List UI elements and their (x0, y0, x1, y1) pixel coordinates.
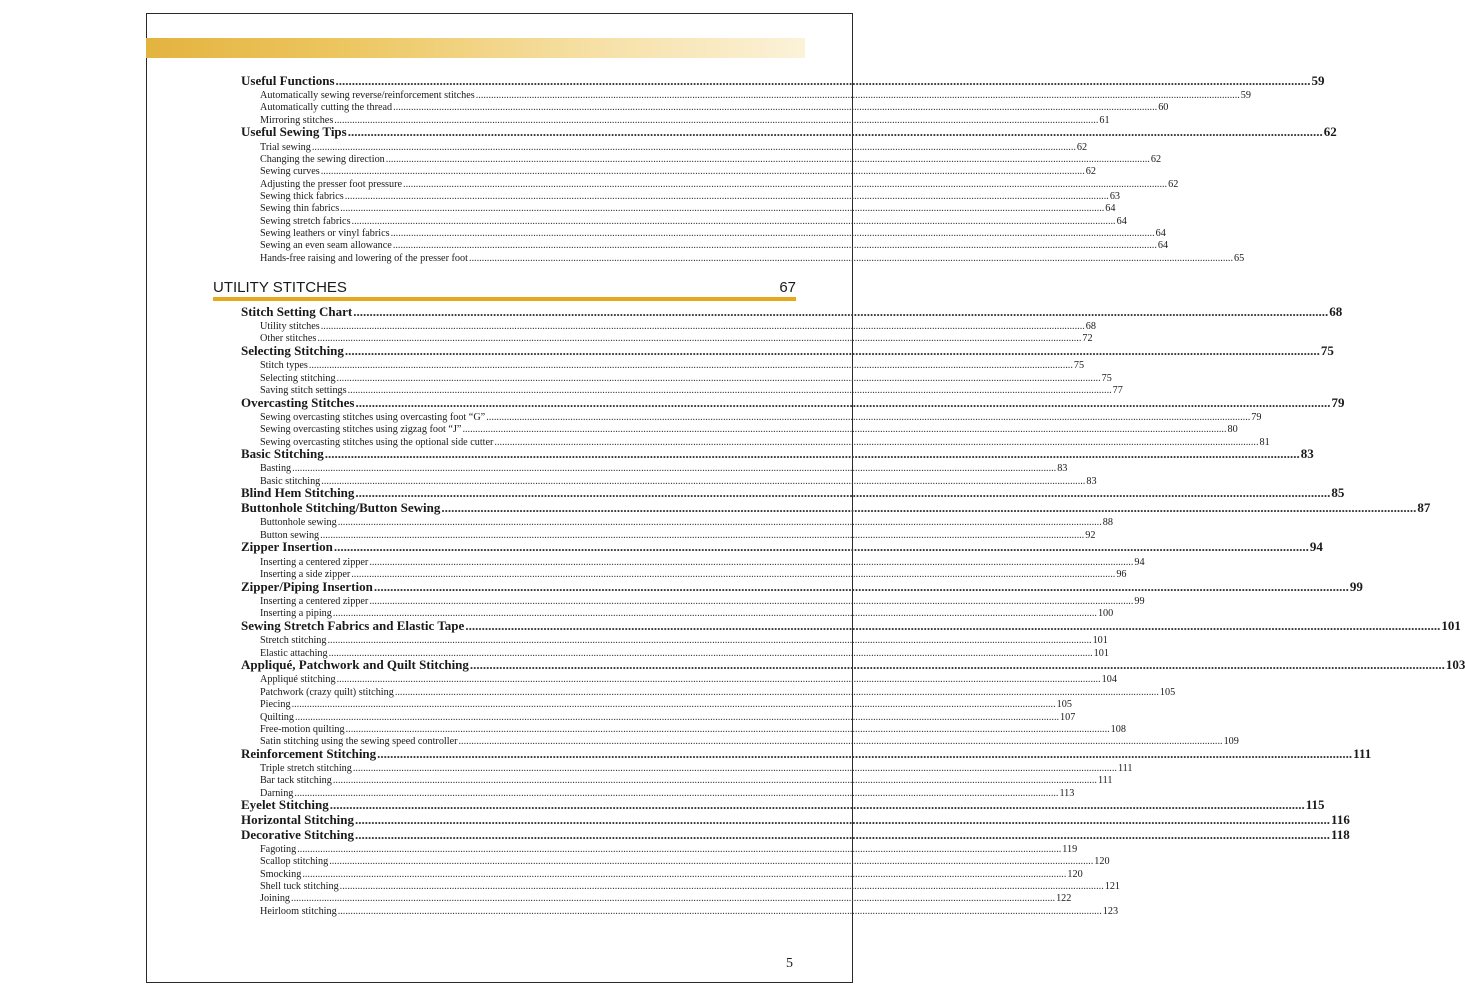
dot-leader: ............................................................................................................................................................................................................................................................................................................ (324, 446, 1300, 462)
entry-title: Sewing leathers or vinyl fabrics (260, 227, 390, 239)
toc-entry[interactable] (241, 892, 1072, 905)
toc-entry[interactable] (241, 251, 1245, 264)
section-title: Selecting Stitching (241, 342, 344, 358)
section-page: 87 (1417, 500, 1431, 515)
section-page: 118 (1331, 826, 1350, 842)
entry-title: Piecing (260, 699, 291, 711)
toc-entry[interactable] (241, 880, 1121, 892)
dot-leader: ............................................................................................................................................................................................................................................................................................................ (344, 190, 1109, 202)
entry-title: Inserting a side zipper (260, 568, 351, 580)
entry-title: Sewing an even seam allowance (260, 240, 392, 252)
entry-title: Inserting a centered zipper (260, 595, 369, 607)
entry-title: Scallop stitching (260, 856, 329, 868)
dot-leader: ............................................................................................................................................................................................................................................................................................................ (337, 905, 1102, 917)
dot-leader: ............................................................................................................................................................................................................................................................................................................ (291, 699, 1056, 711)
section-title: Reinforcement Stitching (241, 745, 377, 761)
toc-entry[interactable] (241, 710, 1076, 723)
dot-leader: ............................................................................................................................................................................................................................................................................................................ (345, 723, 1110, 735)
entry-page: 81 (1259, 436, 1270, 448)
entry-page: 64 (1116, 215, 1127, 227)
toc-section[interactable] (241, 72, 1325, 89)
toc-entry[interactable] (241, 774, 1113, 787)
toc-entry[interactable] (241, 359, 1085, 372)
dot-leader: ............................................................................................................................................................................................................................................................................................................ (351, 215, 1116, 227)
dot-leader: ............................................................................................................................................................................................................................................................................................................ (390, 227, 1155, 239)
header-band (146, 38, 805, 58)
toc-entry[interactable] (241, 843, 1078, 855)
entry-title: Heirloom stitching (260, 905, 337, 917)
entry-page: 94 (1134, 556, 1145, 568)
toc-entry[interactable] (241, 462, 1068, 475)
toc-section[interactable] (241, 539, 1323, 556)
entry-page: 120 (1067, 868, 1083, 880)
dot-leader: ............................................................................................................................................................................................................................................................................................................ (468, 252, 1233, 264)
page-number: 5 (786, 956, 793, 971)
dot-leader: ............................................................................................................................................................................................................................................................................................................ (329, 797, 1305, 813)
entry-title: Hands-free raising and lowering of the presser foot (260, 252, 468, 264)
toc-section[interactable] (241, 124, 1337, 141)
entry-title: Sewing overcasting stitches using overcasting foot “G” (260, 411, 486, 423)
dot-leader: ............................................................................................................................................................................................................................................................................................................ (327, 635, 1092, 647)
entry-page: 96 (1116, 568, 1127, 580)
dot-leader: ............................................................................................................................................................................................................................................................................................................ (385, 153, 1150, 165)
entry-page: 107 (1060, 711, 1076, 723)
dot-leader: ............................................................................................................................................................................................................................................................................................................ (377, 745, 1353, 761)
dot-leader: ............................................................................................................................................................................................................................................................................................................ (332, 775, 1097, 787)
entry-page: 68 (1085, 320, 1096, 332)
section-title: Blind Hem Stitching (241, 485, 355, 501)
chapter-rule (213, 297, 796, 301)
entry-page: 83 (1086, 475, 1097, 487)
dot-leader: ............................................................................................................................................................................................................................................................................................................ (334, 114, 1099, 126)
dot-leader: ............................................................................................................................................................................................................................................................................................................ (355, 485, 1331, 501)
section-title: Overcasting Stitches (241, 394, 355, 410)
entry-title: Bar tack stitching (260, 775, 332, 787)
section-title: Sewing Stretch Fabrics and Elastic Tape (241, 617, 465, 633)
entry-page: 75 (1101, 372, 1112, 384)
entry-title: Basting (260, 463, 292, 475)
toc-entry[interactable] (241, 140, 1088, 153)
entry-page: 88 (1102, 517, 1113, 529)
entry-title: Automatically cutting the thread (260, 102, 393, 114)
section-title: Appliqué, Patchwork and Quilt Stitching (241, 657, 469, 673)
entry-page: 62 (1168, 178, 1179, 190)
entry-title: Basic stitching (260, 475, 321, 487)
dot-leader: ............................................................................................................................................................................................................................................................................................................ (336, 372, 1101, 384)
toc-entry[interactable] (241, 762, 1133, 775)
entry-page: 62 (1076, 141, 1088, 153)
entry-page: 120 (1094, 856, 1110, 868)
entry-page: 63 (1109, 190, 1120, 202)
entry-title: Sewing overcasting stitches using zigzag foot “J” (260, 424, 462, 436)
toc-entry[interactable] (241, 101, 1169, 114)
dot-leader: ............................................................................................................................................................................................................................................................................................................ (328, 647, 1093, 659)
toc-entry[interactable] (241, 867, 1083, 880)
toc-entry[interactable] (241, 555, 1145, 568)
dot-leader: ............................................................................................................................................................................................................................................................................................................ (475, 89, 1240, 101)
section-page: 75 (1320, 342, 1334, 358)
entry-page: 108 (1110, 723, 1126, 735)
section-page: 62 (1323, 124, 1337, 140)
toc-entry[interactable] (241, 673, 1117, 686)
entry-title: Stretch stitching (260, 635, 327, 647)
dot-leader: ............................................................................................................................................................................................................................................................................................................ (373, 578, 1349, 594)
dot-leader: ............................................................................................................................................................................................................................................................................................................ (291, 893, 1056, 905)
entry-page: 65 (1234, 252, 1245, 264)
dot-leader: ............................................................................................................................................................................................................................................................................................................ (403, 178, 1168, 190)
entry-title: Triple stretch stitching (260, 763, 352, 775)
dot-leader: ............................................................................................................................................................................................................................................................................................................ (347, 384, 1112, 396)
section-title: Useful Sewing Tips (241, 124, 347, 140)
chapter-title: UTILITY STITCHES (213, 279, 347, 296)
dot-leader: ............................................................................................................................................................................................................................................................................................................ (340, 203, 1105, 215)
dot-leader: ............................................................................................................................................................................................................................................................................................................ (355, 812, 1331, 827)
toc-entry[interactable] (241, 698, 1072, 711)
dot-leader: ............................................................................................................................................................................................................................................................................................................ (355, 826, 1331, 842)
entry-page: 64 (1155, 227, 1166, 239)
entry-title: Adjusting the presser foot pressure (260, 178, 403, 190)
entry-title: Free-motion quilting (260, 723, 345, 735)
entry-page: 111 (1117, 763, 1133, 775)
entry-title: Appliqué stitching (260, 674, 336, 686)
toc-section[interactable] (241, 657, 1465, 674)
entry-page: 101 (1093, 647, 1109, 659)
dot-leader: ............................................................................................................................................................................................................................................................................................................ (292, 463, 1057, 475)
dot-leader: ............................................................................................................................................................................................................................................................................................................ (353, 303, 1329, 319)
dot-leader: ............................................................................................................................................................................................................................................................................................................ (441, 500, 1417, 515)
entry-title: Inserting a centered zipper (260, 556, 369, 568)
dot-leader: ............................................................................................................................................................................................................................................................................................................ (494, 436, 1259, 448)
section-title: Basic Stitching (241, 446, 324, 462)
toc-entry[interactable] (241, 904, 1119, 917)
entry-page: 113 (1059, 787, 1075, 799)
section-title: Zipper/Piping Insertion (241, 578, 373, 594)
entry-page: 64 (1105, 203, 1116, 215)
dot-leader: ............................................................................................................................................................................................................................................................................................................ (465, 617, 1441, 633)
dot-leader: ............................................................................................................................................................................................................................................................................................................ (308, 360, 1073, 372)
entry-page: 119 (1062, 843, 1078, 855)
dot-leader: ............................................................................................................................................................................................................................................................................................................ (369, 556, 1134, 568)
dot-leader: ............................................................................................................................................................................................................................................................................................................ (336, 674, 1101, 686)
entry-page: 59 (1240, 89, 1251, 101)
section-title: Decorative Stitching (241, 826, 355, 842)
entry-page: 75 (1073, 360, 1085, 372)
entry-page: 105 (1056, 699, 1072, 711)
dot-leader: ............................................................................................................................................................................................................................................................................................................ (458, 736, 1223, 748)
entry-title: Stitch types (260, 360, 308, 372)
dot-leader: ............................................................................................................................................................................................................................................................................................................ (469, 657, 1445, 673)
dot-leader: ............................................................................................................................................................................................................................................................................................................ (320, 320, 1085, 332)
entry-page: 121 (1104, 880, 1121, 892)
dot-leader: ............................................................................................................................................................................................................................................................................................................ (333, 539, 1309, 555)
section-title: Buttonhole Stitching/Button Sewing (241, 500, 441, 515)
entry-page: 104 (1101, 674, 1117, 686)
entry-title: Sewing overcasting stitches using the optional side cutter (260, 436, 494, 448)
dot-leader: ............................................................................................................................................................................................................................................................................................................ (320, 166, 1085, 178)
section-page: 111 (1353, 745, 1372, 761)
toc-entry[interactable] (241, 214, 1127, 227)
entry-page: 62 (1085, 166, 1096, 178)
dot-leader: ............................................................................................................................................................................................................................................................................................................ (294, 787, 1059, 799)
dot-leader: ............................................................................................................................................................................................................................................................................................................ (329, 856, 1094, 868)
entry-title: Shell tuck stitching (260, 880, 339, 892)
section-page: 115 (1305, 797, 1325, 813)
dot-leader: ............................................................................................................................................................................................................................................................................................................ (486, 411, 1251, 423)
entry-page: 109 (1223, 736, 1239, 748)
section-title: Stitch Setting Chart (241, 303, 353, 319)
section-page: 99 (1349, 578, 1363, 594)
entry-page: 72 (1082, 333, 1093, 345)
toc-entry[interactable] (241, 411, 1262, 423)
dot-leader: ............................................................................................................................................................................................................................................................................................................ (320, 529, 1085, 541)
section-page: 59 (1311, 72, 1325, 88)
section-page: 68 (1329, 303, 1343, 319)
dot-leader: ............................................................................................................................................................................................................................................................................................................ (311, 141, 1076, 153)
entry-title: Utility stitches (260, 320, 320, 332)
toc-entry[interactable] (241, 685, 1176, 698)
entry-page: 61 (1099, 114, 1110, 126)
toc-section[interactable] (241, 342, 1334, 359)
entry-title: Patchwork (crazy quilt) stitching (260, 686, 394, 698)
dot-leader: ............................................................................................................................................................................................................................................................................................................ (317, 333, 1082, 345)
toc-entry[interactable] (241, 227, 1166, 239)
dot-leader: ............................................................................................................................................................................................................................................................................................................ (294, 711, 1060, 723)
entry-title: Other stitches (260, 333, 317, 345)
entry-title: Mirroring stitches (260, 114, 334, 126)
chapter-page: 67 (779, 279, 796, 296)
toc-entry[interactable] (241, 89, 1251, 101)
entry-title: Selecting stitching (260, 372, 336, 384)
entry-page: 62 (1150, 153, 1162, 165)
entry-page: 64 (1157, 240, 1169, 252)
toc-entry[interactable] (241, 239, 1169, 252)
entry-title: Buttonhole sewing (260, 517, 337, 529)
entry-title: Sewing curves (260, 166, 320, 178)
section-page: 83 (1300, 446, 1314, 462)
entry-title: Changing the sewing direction (260, 153, 385, 165)
entry-title: Sewing thin fabrics (260, 203, 340, 215)
section-page: 101 (1441, 617, 1461, 633)
dot-leader: ............................................................................................................................................................................................................................................................................................................ (321, 475, 1086, 487)
entry-page: 83 (1057, 463, 1068, 475)
dot-leader: ............................................................................................................................................................................................................................................................................................................ (355, 394, 1331, 410)
entry-page: 60 (1158, 102, 1169, 114)
dot-leader: ............................................................................................................................................................................................................................................................................................................ (393, 102, 1158, 114)
entry-page: 111 (1097, 775, 1113, 787)
toc-entry[interactable] (241, 723, 1126, 735)
toc-entry[interactable] (241, 371, 1112, 384)
entry-page: 99 (1134, 595, 1145, 607)
toc-section[interactable] (241, 394, 1345, 411)
section-title: Eyelet Stitching (241, 797, 329, 813)
entry-title: Inserting a piping (260, 608, 332, 620)
entry-title: Sewing thick fabrics (260, 190, 344, 202)
entry-title: Joining (260, 893, 291, 905)
entry-page: 92 (1085, 529, 1096, 541)
toc-section[interactable] (241, 446, 1314, 463)
section-title: Horizontal Stitching (241, 812, 355, 827)
dot-leader: ............................................................................................................................................................................................................................................................................................................ (302, 868, 1067, 880)
toc-entry[interactable] (241, 202, 1116, 215)
entry-page: 123 (1102, 905, 1119, 917)
entry-title: Button sewing (260, 529, 320, 541)
entry-page: 80 (1227, 424, 1238, 436)
dot-leader: ............................................................................................................................................................................................................................................................................................................ (462, 424, 1227, 436)
dot-leader: ............................................................................................................................................................................................................................................................................................................ (351, 568, 1116, 580)
dot-leader: ............................................................................................................................................................................................................................................................................................................ (394, 686, 1159, 698)
toc-section[interactable] (241, 826, 1350, 843)
section-page: 79 (1331, 394, 1345, 410)
toc-section[interactable] (241, 617, 1461, 634)
section-title: Zipper Insertion (241, 539, 333, 555)
toc-entry[interactable] (241, 634, 1108, 647)
entry-title: Quilting (260, 711, 294, 723)
dot-leader: ............................................................................................................................................................................................................................................................................................................ (344, 342, 1320, 358)
toc-entry[interactable] (241, 177, 1179, 190)
entry-title: Satin stitching using the sewing speed controller (260, 736, 458, 748)
dot-leader: ............................................................................................................................................................................................................................................................................................................ (352, 763, 1117, 775)
dot-leader: ............................................................................................................................................................................................................................................................................................................ (347, 124, 1323, 140)
dot-leader: ............................................................................................................................................................................................................................................................................................................ (339, 880, 1104, 892)
entry-title: Elastic attaching (260, 647, 328, 659)
dot-leader: ............................................................................................................................................................................................................................................................................................................ (369, 595, 1134, 607)
entry-title: Automatically sewing reverse/reinforcement stitches (260, 89, 475, 101)
toc-entry[interactable] (241, 516, 1113, 529)
toc-entry[interactable] (241, 855, 1110, 868)
dot-leader: ............................................................................................................................................................................................................................................................................................................ (297, 843, 1062, 855)
entry-page: 101 (1092, 635, 1108, 647)
section-page: 94 (1309, 539, 1323, 555)
toc-entry[interactable] (241, 165, 1096, 178)
dot-leader: ............................................................................................................................................................................................................................................................................................................ (392, 240, 1157, 252)
entry-title: Darning (260, 787, 294, 799)
entry-title: Saving stitch settings (260, 384, 347, 396)
entry-page: 122 (1056, 893, 1072, 905)
dot-leader: ............................................................................................................................................................................................................................................................................................................ (332, 608, 1097, 620)
toc-entry[interactable] (241, 190, 1120, 202)
toc-section[interactable] (241, 303, 1343, 320)
entry-title: Fagoting (260, 843, 297, 855)
entry-page: 100 (1097, 608, 1114, 620)
entry-page: 105 (1159, 686, 1176, 698)
section-page: 103 (1445, 657, 1465, 673)
entry-title: Trial sewing (260, 141, 311, 153)
entry-page: 77 (1112, 384, 1123, 396)
section-page: 85 (1331, 485, 1345, 501)
toc-utility-block (241, 303, 1465, 917)
entry-title: Sewing stretch fabrics (260, 215, 351, 227)
dot-leader: ............................................................................................................................................................................................................................................................................................................ (335, 72, 1311, 88)
toc-entry[interactable] (241, 595, 1145, 607)
toc-entry[interactable] (241, 320, 1096, 332)
toc-section[interactable] (241, 500, 1431, 516)
toc-top-block (241, 72, 1337, 264)
toc-entry[interactable] (241, 153, 1162, 165)
dot-leader: ............................................................................................................................................................................................................................................................................................................ (337, 517, 1102, 529)
toc-section[interactable] (241, 578, 1363, 595)
section-title: Useful Functions (241, 72, 335, 88)
entry-title: Smocking (260, 868, 302, 880)
toc-section[interactable] (241, 745, 1372, 762)
section-page: 116 (1331, 812, 1350, 827)
toc-entry[interactable] (241, 423, 1238, 436)
entry-page: 79 (1251, 411, 1262, 423)
